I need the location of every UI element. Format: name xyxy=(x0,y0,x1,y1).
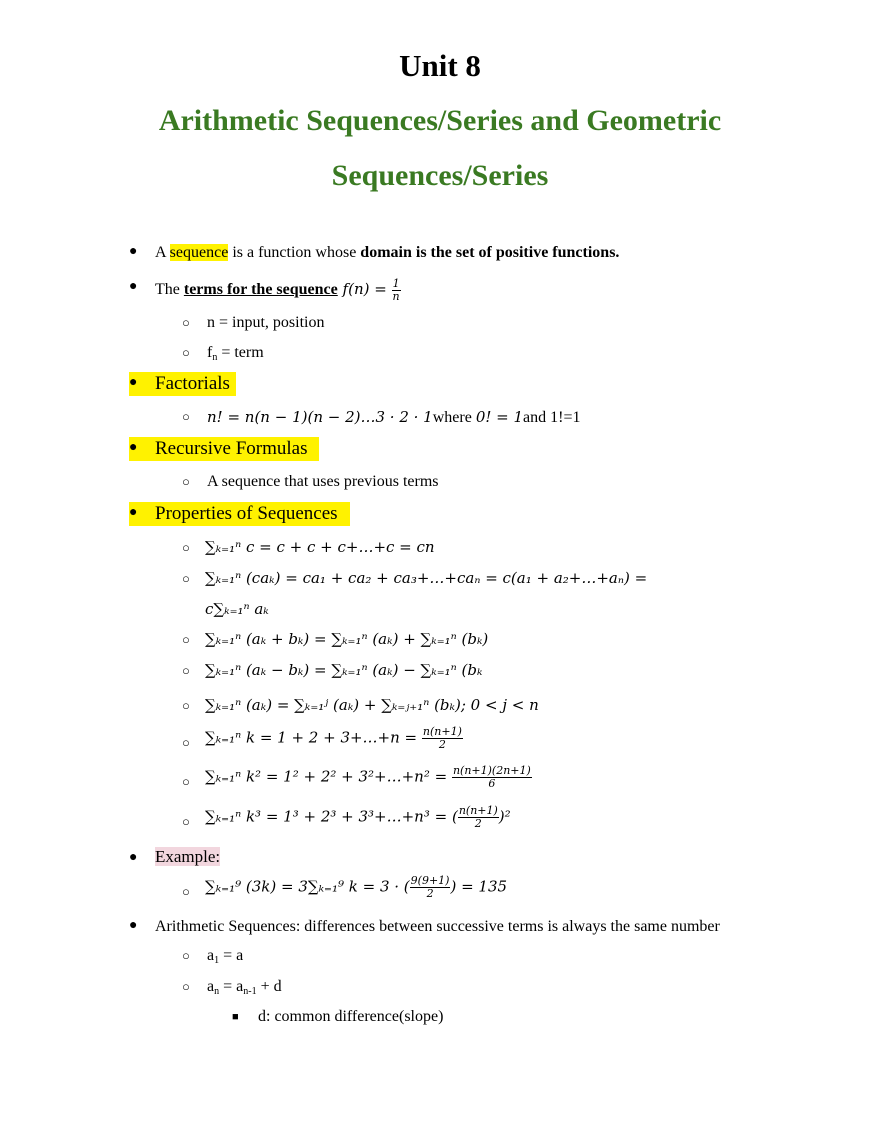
fn-term-note: $f_n$ = term xyxy=(207,344,264,363)
bullet-icon: ● xyxy=(129,375,138,390)
property-scalar-sum: ∑ₖ₌₁ⁿ (caₖ) = ca₁ + ca₂ + ca₃+…+caₙ = c(a₁ + a₂+…+aₙ) = xyxy=(205,569,648,587)
circle-bullet-icon: ○ xyxy=(182,663,190,678)
properties-heading: Properties of Sequences xyxy=(155,503,338,524)
circle-bullet-icon: ○ xyxy=(182,814,190,829)
circle-bullet-icon: ○ xyxy=(182,698,190,713)
circle-bullet-icon: ○ xyxy=(182,571,190,586)
property-sum-of-k: ∑ₖ₌₁ⁿ k = 1 + 2 + 3+…+n = $\frac{n(n+1)}{2}$ xyxy=(205,725,462,751)
terms-for-sequence: The terms for the sequence f(n) = $\frac{1}{n}$ xyxy=(155,277,400,303)
circle-bullet-icon: ○ xyxy=(182,948,190,963)
property-sum-of-squares: ∑ₖ₌₁ⁿ k² = 1² + 2² + 3²+…+n² = $\frac{n(n+1)(2n+1)}{6}$ xyxy=(205,764,531,790)
property-sum-of-cubes: ∑ₖ₌₁ⁿ k³ = 1³ + 2³ + 3³+…+n³ = ( $\frac{n(n+1)}{2}$ )² xyxy=(205,804,511,830)
arithmetic-definition: Arithmetic Sequences: differences between successive terms is always the same number xyxy=(155,918,720,935)
unit-heading: Unit 8 xyxy=(399,48,481,83)
title-line-1: Arithmetic Sequences/Series and Geometric xyxy=(158,104,722,137)
a1-formula: $a_1 = a$ xyxy=(207,947,244,966)
circle-bullet-icon: ○ xyxy=(182,409,190,424)
sequence-definition: A sequence is a function whose domain is the set of positive functions. xyxy=(155,244,620,261)
circle-bullet-icon: ○ xyxy=(182,884,190,899)
recursive-description: A sequence that uses previous terms xyxy=(207,473,439,490)
circle-bullet-icon: ○ xyxy=(182,345,190,360)
property-sum-of-sums: ∑ₖ₌₁ⁿ (aₖ + bₖ) = ∑ₖ₌₁ⁿ (aₖ) + ∑ₖ₌₁ⁿ (bₖ) xyxy=(205,630,489,648)
example-formula: ∑ₖ₌₁⁹ (3k) = 3∑ₖ₌₁⁹ k = 3 · ( $\frac{9(9+1)}{2}$ ) = 135 xyxy=(205,874,508,900)
square-bullet-icon: ■ xyxy=(232,1011,239,1023)
bullet-icon: ● xyxy=(129,918,138,933)
recursive-heading: Recursive Formulas xyxy=(155,438,308,459)
circle-bullet-icon: ○ xyxy=(182,774,190,789)
sequence-highlight: sequence xyxy=(169,244,229,261)
bullet-icon: ● xyxy=(129,440,138,455)
example-heading: Example: xyxy=(155,847,221,866)
factorial-formula: n! = n(n − 1)(n − 2)…3 · 2 · 1where 0! = 1and 1!=1 xyxy=(207,408,581,426)
bullet-icon: ● xyxy=(129,244,138,259)
common-difference-note: d: common difference(slope) xyxy=(258,1008,444,1025)
property-constant-sum: ∑ₖ₌₁ⁿ c = c + c + c+…+c = cn xyxy=(205,538,435,556)
circle-bullet-icon: ○ xyxy=(182,474,190,489)
an-formula: $a_n = a_{n-1} + d$ xyxy=(207,978,282,997)
factorials-heading: Factorials xyxy=(155,373,230,394)
bullet-icon: ● xyxy=(129,505,138,520)
circle-bullet-icon: ○ xyxy=(182,540,190,555)
bullet-icon: ● xyxy=(129,850,138,865)
circle-bullet-icon: ○ xyxy=(182,979,190,994)
title-line-2: Sequences/Series xyxy=(331,159,549,192)
property-split-sum: ∑ₖ₌₁ⁿ (aₖ) = ∑ₖ₌₁ʲ (aₖ) + ∑ₖ₌ⱼ₊₁ⁿ (bₖ); 0 < j < n xyxy=(205,696,539,714)
circle-bullet-icon: ○ xyxy=(182,632,190,647)
property-difference-sum: ∑ₖ₌₁ⁿ (aₖ − bₖ) = ∑ₖ₌₁ⁿ (aₖ) − ∑ₖ₌₁ⁿ (bₖ xyxy=(205,661,483,679)
circle-bullet-icon: ○ xyxy=(182,735,190,750)
property-scalar-sum-cont: c∑ₖ₌₁ⁿ aₖ xyxy=(205,600,269,618)
circle-bullet-icon: ○ xyxy=(182,315,190,330)
bullet-icon: ● xyxy=(129,279,138,294)
n-input-note: n = input, position xyxy=(207,314,325,331)
